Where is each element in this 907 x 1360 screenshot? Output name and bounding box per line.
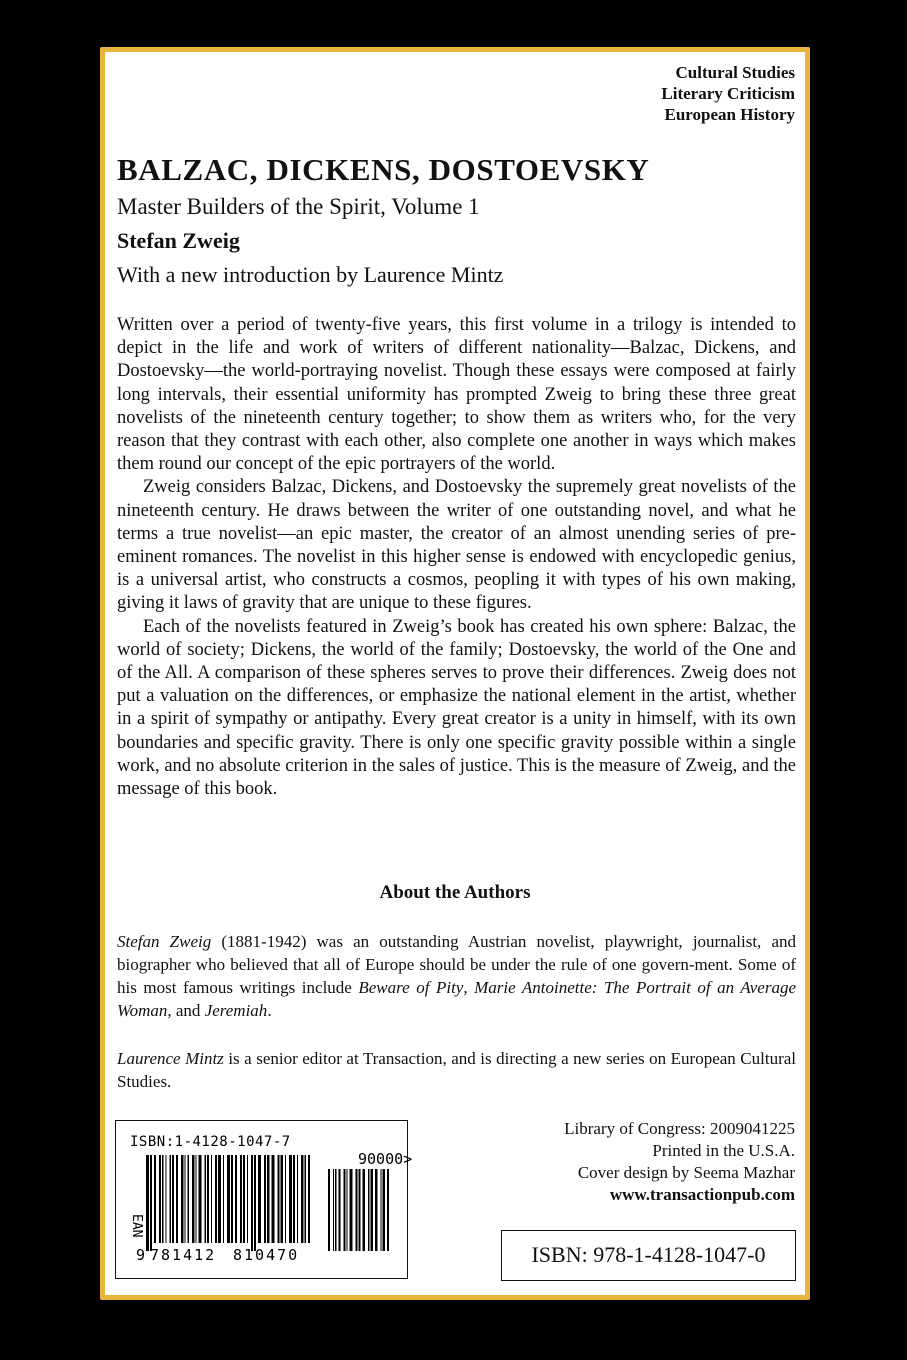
work-title: Marie Antoinette: The Portrait of an Average Woman [117,978,797,1020]
barcode-bar [188,1155,190,1243]
bio-zweig: Stefan Zweig (1881-1942) was an outstanding Austrian novelist, playwright, journalist, and biographer who believed that all of Europe should be under the rule of one govern-ment. Some of his most famous writings include Beware of Pity, Marie Antoinette: The Portrait of an Average Woman, and Jeremiah. [117,932,797,1020]
barcode-bar [162,1155,164,1243]
barcode-bar [289,1155,292,1243]
barcode-bar [375,1169,378,1251]
book-title: BALZAC, DICKENS, DOSTOEVSKY [117,152,650,187]
barcode-bar [170,1155,172,1243]
barcode-bar [223,1155,224,1243]
bio-mintz: Laurence Mintz is a senior editor at Transaction, and is directing a new series on European Cultural Studies. [117,1049,796,1091]
barcode-bar [281,1155,284,1243]
barcode-bar [218,1155,221,1243]
barcode-bar [181,1155,184,1243]
barcode-bar [215,1155,217,1243]
barcode-bar [192,1155,195,1243]
barcode-bar [154,1155,156,1243]
book-description [117,314,796,801]
barcode-bar [207,1155,209,1243]
barcode-bar [371,1169,374,1251]
barcode-bar [335,1169,337,1251]
ean-label: EAN [129,1214,144,1238]
barcode-bar [240,1155,242,1243]
barcode-box [115,1120,413,1279]
barcode-bar [301,1155,304,1243]
barcode-bar [333,1169,334,1251]
barcode-bar [146,1155,149,1251]
description-paragraph: Written over a period of twenty-five years, this first volume in a trilogy is intended to depict in the life and work of writers of different nationality—Balzac, Dickens, and Dostoevsky—the world-portraying novelist. Though these essays were composed at fairly long intervals, their essential uniformity has prompted Zweig to bring these three great novelists of the nineteenth century together; to show them as writers who, for the very reason that they contrast with each other, also complete one another in ways which makes them round our concept of the epic portrayers of the world. [117,315,796,475]
barcode-bar [293,1155,295,1243]
publisher-website: www.transactionpub.com [609,1185,795,1204]
addon-bars [328,1169,389,1251]
barcode-bar [251,1155,253,1251]
bio-name: Laurence Mintz [117,1049,224,1068]
barcode-bar [235,1155,237,1243]
barcode-bar [150,1155,152,1251]
barcode-graphic [116,1121,413,1277]
barcode-bar [231,1155,233,1243]
about-authors-heading: About the Authors [379,882,531,903]
barcode-bar [159,1155,161,1243]
barcode-bar [305,1155,307,1243]
book-subtitle: Master Builders of the Spirit, Volume 1 [117,194,480,219]
barcode-bar [247,1155,248,1243]
subject-category: Cultural Studies [675,63,795,82]
isbn10-label: ISBN:1-4128-1047-7 [130,1134,291,1150]
barcode-bar [368,1169,370,1251]
barcode-bar [356,1169,358,1251]
publication-credits [564,1118,795,1206]
library-of-congress: Library of Congress: 2009041225 [564,1119,795,1138]
barcode-bar [196,1155,197,1243]
barcode-bar [297,1155,298,1243]
barcode-bar [272,1155,275,1243]
barcode-bar [199,1155,202,1243]
isbn13-box: ISBN: 978-1-4128-1047-0 [501,1230,796,1281]
barcode-bar [267,1155,270,1243]
barcode-bar [205,1155,207,1243]
barcode-bars [146,1155,310,1251]
barcode-bar [381,1169,382,1251]
bio-name: Stefan Zweig [117,932,212,951]
barcode-bar [363,1169,366,1251]
ean-right-digits: 810470 [233,1246,300,1264]
cover-design-credit: Cover design by Seema Mazhar [577,1163,795,1182]
barcode-bar [339,1169,341,1251]
introduction-credit: With a new introduction by Laurence Mintz [117,262,504,287]
barcode-bar [185,1155,186,1243]
barcode-bar [347,1169,348,1251]
ean-left-digits: 781412 [150,1246,217,1264]
description-paragraph: Zweig considers Balzac, Dickens, and Dostoevsky the supremely great novelists of the nineteenth century. He draws between the writer of one outstanding novel, and what he terms a true novelist—an epic master, the creator of an almost unending series of pre-eminent romances. The novelist in this higher sense is endowed with encyclopedic genius, is a universal artist, who constructs a cosmos, peopling it with types of his own making, giving it laws of gravity that are unique to these figures. [117,477,796,614]
work-title: Beware of Pity [358,978,464,997]
author-name: Stefan Zweig [117,228,240,253]
barcode-bar [166,1155,167,1243]
ean-first-digit: 9 [136,1246,146,1264]
subject-categories [661,62,795,125]
barcode-bar [254,1155,256,1251]
barcode-bar [383,1169,386,1251]
barcode-bar [278,1155,280,1243]
barcode-bar [227,1155,230,1243]
barcode-bar [359,1169,361,1251]
barcode-bar [285,1155,286,1243]
barcode-bar [243,1155,245,1243]
description-paragraph: Each of the novelists featured in Zweig’s book has created his own sphere: Balzac, the world of society; Dickens, the world of the family; Dostoevsky, the world of the One and of the All. A comparison of these spheres serves to prove their differences. Zweig does not put a valuation on the differences, or emphasize the national element in the artist, whether in a spirit of sympathy or antipathy. Every great creator is a unity in himself, with its own boundaries and specific gravity. There is only one specific gravity possible within a single work, and no absolute criterion in the sales of justice. This is the measure of Zweig, and the message of this book. [117,616,796,800]
barcode-bar [387,1169,389,1251]
barcode-bar [308,1155,310,1243]
barcode-bar [344,1169,346,1251]
barcode-bar [328,1169,330,1251]
barcode-bar [176,1155,178,1243]
back-cover-panel [105,52,805,1295]
barcode-bar [172,1155,174,1243]
barcode-bar [211,1155,212,1243]
work-title: Jeremiah [204,1001,268,1020]
barcode-bar [258,1155,261,1243]
barcode-bar [350,1169,353,1251]
price-code: 90000> [358,1150,413,1168]
subject-category: European History [664,105,795,124]
printed-in: Printed in the U.S.A. [652,1141,795,1160]
barcode-bar [264,1155,266,1243]
subject-category: Literary Criticism [661,84,795,103]
